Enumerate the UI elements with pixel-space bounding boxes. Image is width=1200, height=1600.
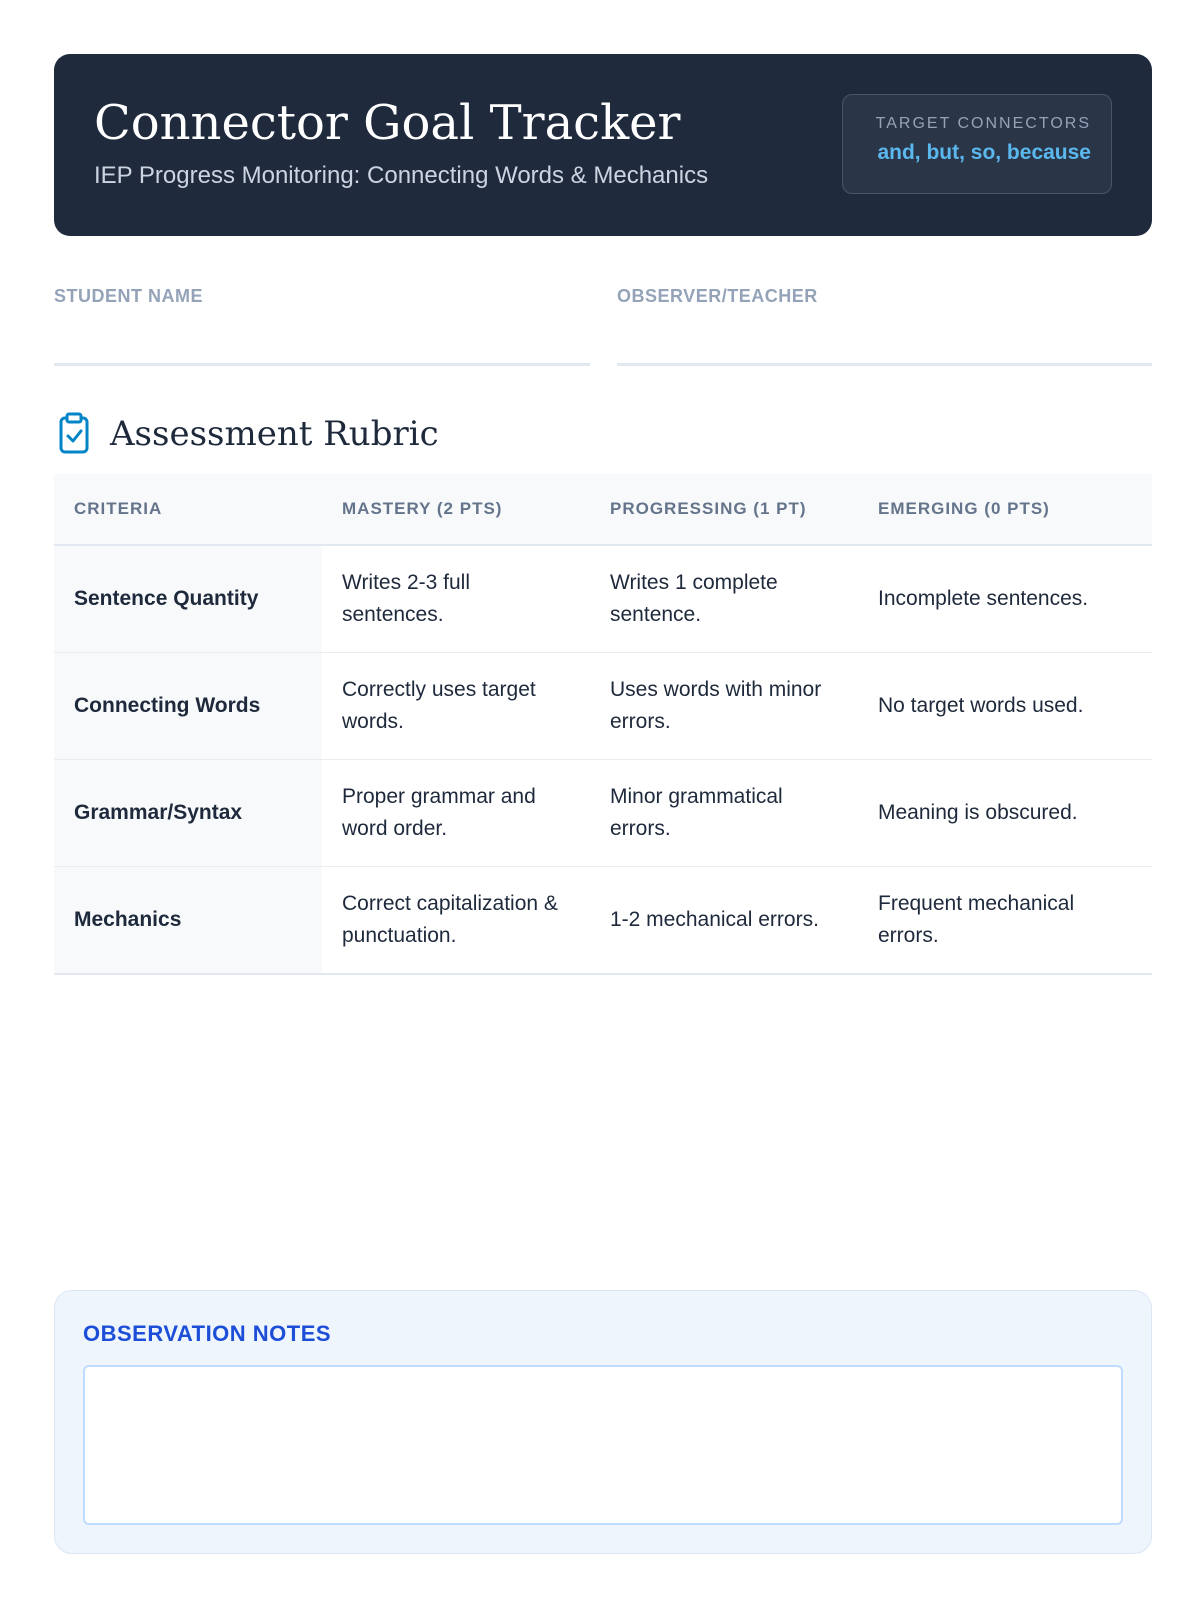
column-header-criteria: CRITERIA bbox=[54, 474, 322, 545]
progressing-cell: Minor grammatical errors. bbox=[590, 760, 858, 867]
page-title: Connector Goal Tracker bbox=[94, 95, 681, 151]
student-name-field[interactable] bbox=[54, 286, 590, 366]
progressing-cell: Uses words with minor errors. bbox=[590, 653, 858, 760]
observation-notes-panel bbox=[54, 1290, 1152, 1554]
column-header-mastery: MASTERY (2 PTS) bbox=[322, 474, 590, 545]
mastery-cell: Proper grammar and word order. bbox=[322, 760, 590, 867]
assessment-rubric-table bbox=[54, 474, 1152, 975]
rubric-section-title bbox=[54, 410, 439, 458]
target-connectors-values: and, but, so, because bbox=[877, 141, 1091, 164]
observation-notes-input[interactable] bbox=[83, 1365, 1123, 1525]
column-header-emerging: EMERGING (0 PTS) bbox=[858, 474, 1152, 545]
mastery-cell: Writes 2-3 full sentences. bbox=[322, 545, 590, 653]
emerging-cell: Meaning is obscured. bbox=[858, 760, 1152, 867]
criteria-cell: Mechanics bbox=[54, 867, 322, 975]
observer-teacher-field[interactable] bbox=[617, 286, 1152, 366]
criteria-cell: Connecting Words bbox=[54, 653, 322, 760]
table-row bbox=[54, 867, 1152, 975]
progressing-cell: 1-2 mechanical errors. bbox=[590, 867, 858, 975]
table-row bbox=[54, 545, 1152, 653]
clipboard-check-icon bbox=[54, 412, 94, 456]
emerging-cell: Frequent mechanical errors. bbox=[858, 867, 1152, 975]
progressing-cell: Writes 1 complete sentence. bbox=[590, 545, 858, 653]
table-header-row bbox=[54, 474, 1152, 545]
column-header-progressing: PROGRESSING (1 PT) bbox=[590, 474, 858, 545]
emerging-cell: No target words used. bbox=[858, 653, 1152, 760]
criteria-cell: Grammar/Syntax bbox=[54, 760, 322, 867]
observation-notes-label: OBSERVATION NOTES bbox=[83, 1321, 332, 1346]
rubric-title: Assessment Rubric bbox=[110, 414, 439, 454]
target-connectors-label: TARGET CONNECTORS bbox=[875, 115, 1091, 132]
mastery-cell: Correct capitalization & punctuation. bbox=[322, 867, 590, 975]
observer-teacher-label: OBSERVER/TEACHER bbox=[617, 286, 818, 306]
emerging-cell: Incomplete sentences. bbox=[858, 545, 1152, 653]
mastery-cell: Correctly uses target words. bbox=[322, 653, 590, 760]
student-name-label: STUDENT NAME bbox=[54, 286, 203, 306]
header-banner bbox=[54, 54, 1152, 236]
table-row bbox=[54, 653, 1152, 760]
criteria-cell: Sentence Quantity bbox=[54, 545, 322, 653]
target-connectors-box bbox=[842, 94, 1112, 194]
table-row bbox=[54, 760, 1152, 867]
page-subtitle: IEP Progress Monitoring: Connecting Words & Mechanics bbox=[94, 162, 709, 189]
